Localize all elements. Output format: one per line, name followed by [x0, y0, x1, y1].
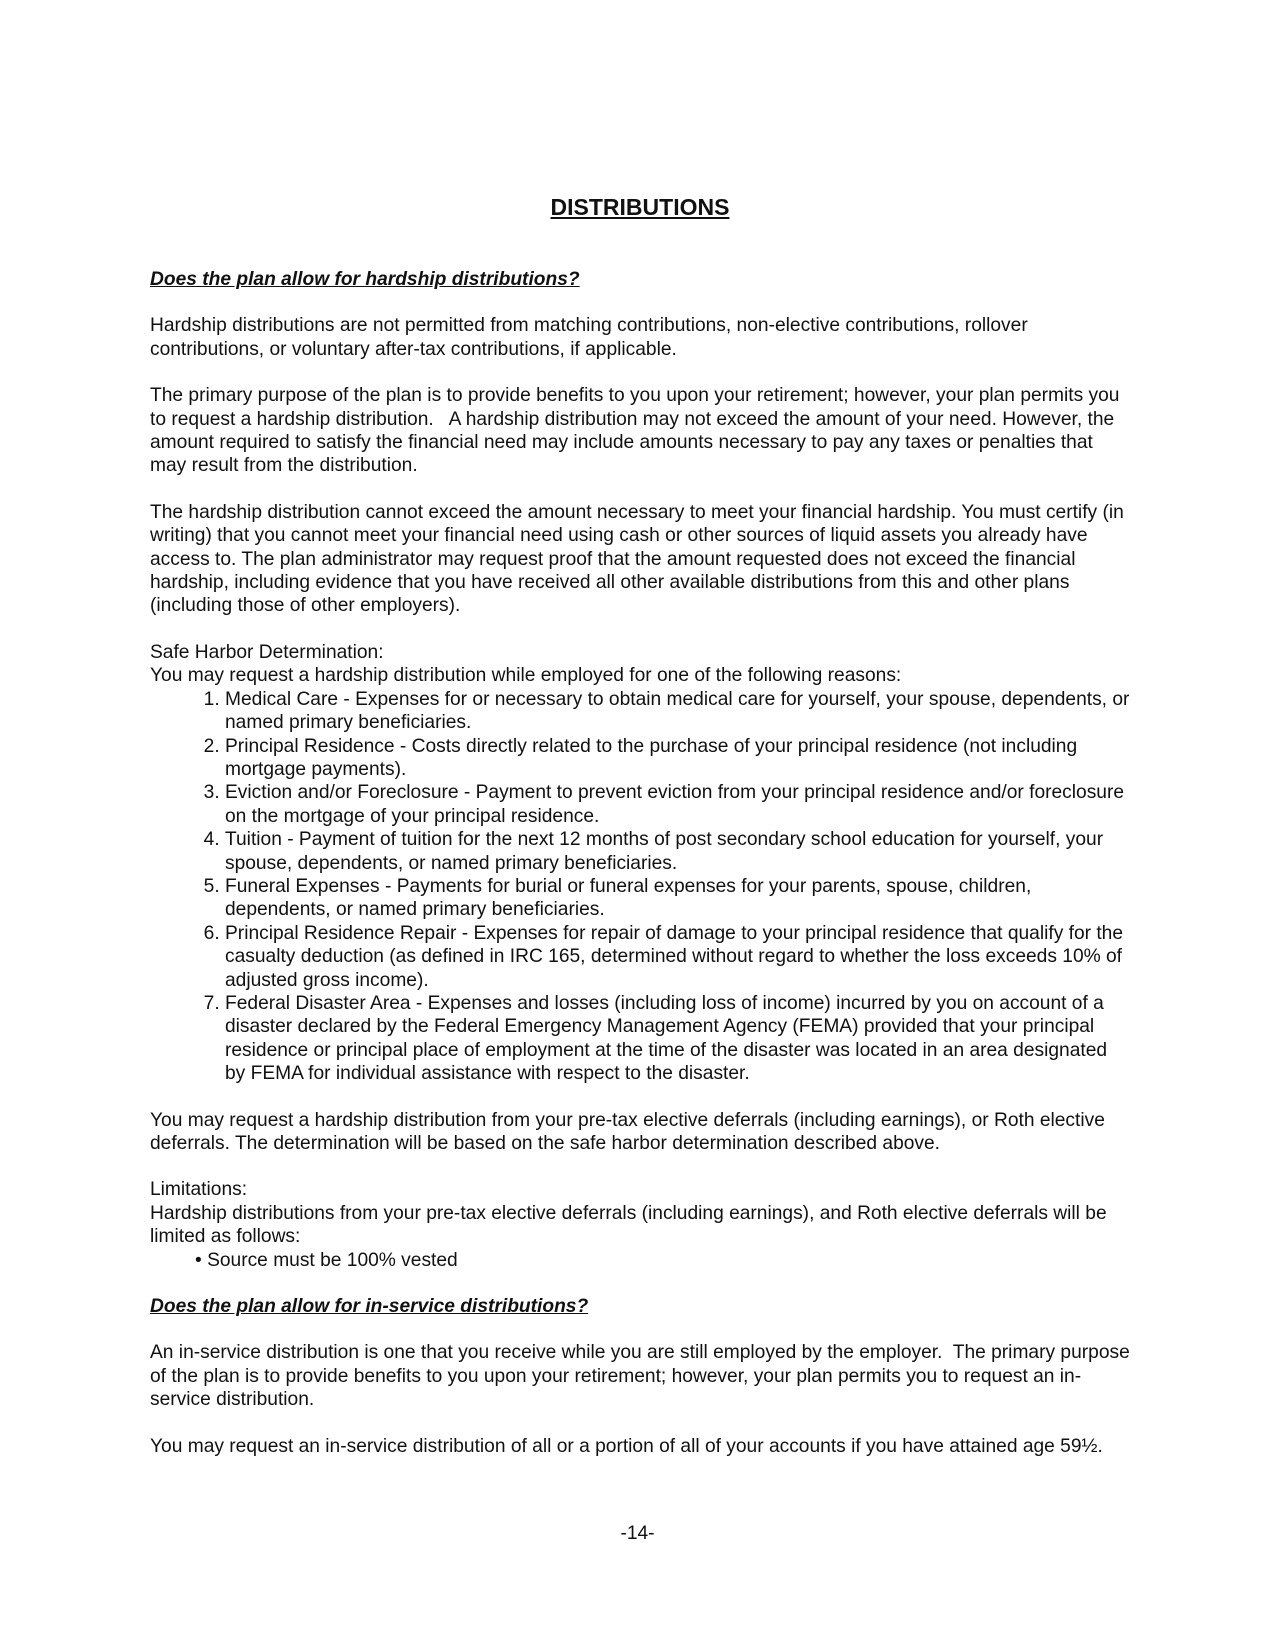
hardship-paragraph-4: You may request a hardship distribution from your pre-tax elective deferrals (including earnings), or Roth elective deferrals. The determination will be based on the safe harbor determination described above. [150, 1109, 1105, 1154]
list-item: 2. Principal Residence - Costs directly related to the purchase of your principal residence (not including mortgage payments). [225, 735, 1130, 782]
document-page [150, 192, 1136, 1481]
in-service-paragraph-1: An in-service distribution is one that you receive while you are still employed by the employer. The primary purpose of the plan is to provide benefits to you upon your retirement; however, your plan permits you to request an in-service distribution. [150, 1342, 1136, 1411]
limitations-list [150, 1249, 1130, 1272]
list-item: 4. Tuition - Payment of tuition for the next 12 months of post secondary school education for yourself, your spouse, dependents, or named primary beneficiaries. [225, 828, 1130, 875]
list-item: 5. Funeral Expenses - Payments for burial or funeral expenses for your parents, spouse, children, dependents, or named primary beneficiaries. [225, 875, 1130, 922]
in-service-paragraph-2: You may request an in-service distribution of all or a portion of all of your accounts if you have attained age 59½. [150, 1435, 1103, 1457]
list-item: 7. Federal Disaster Area - Expenses and losses (including loss of income) incurred by you on account of a disaster declared by the Federal Emergency Management Agency (FEMA) provided that your principal residence or principal place of employment at the time of the disaster was located in an area designated by FEMA for individual assistance with respect to the disaster. [225, 992, 1130, 1086]
limitations-label: Limitations: [150, 1179, 248, 1201]
in-service-question-heading: Does the plan allow for in-service distributions? [150, 1296, 589, 1318]
list-item: 1. Medical Care - Expenses for or necessary to obtain medical care for yourself, your spouse, dependents, or named primary beneficiaries. [225, 688, 1130, 735]
limitations-text: Hardship distributions from your pre-tax elective deferrals (including earnings), and Roth elective deferrals will be limited as follows: [150, 1202, 1107, 1248]
hardship-paragraph-1: Hardship distributions are not permitted from matching contributions, non-elective contributions, rollover contributions, or voluntary after-tax contributions, if applicable. [150, 315, 1028, 360]
hardship-paragraph-2: The primary purpose of the plan is to provide benefits to you upon your retirement; however, your plan permits you to request a hardship distribution. A hardship distribution may not exceed the amount of your need. However, the amount required to satisfy the financial need may include amounts necessary to pay any taxes or penalties that may result from the distribution. [150, 385, 1125, 477]
list-item: 3. Eviction and/or Foreclosure - Payment to prevent eviction from your principal residence and/or foreclosure on the mortgage of your principal residence. [225, 781, 1130, 828]
safe-harbor-intro: You may request a hardship distribution while employed for one of the following reasons: [150, 665, 902, 687]
safe-harbor-label: Safe Harbor Determination: [150, 641, 384, 663]
page-title: DISTRIBUTIONS [550, 194, 730, 220]
list-item: 6. Principal Residence Repair - Expenses for repair of damage to your principal residence that qualify for the casualty deduction (as defined in IRC 165, determined without regard to whether the loss exceeds 10% of adjusted gross income). [225, 922, 1130, 992]
hardship-question-heading: Does the plan allow for hardship distributions? [150, 269, 580, 290]
page-number: -14- [620, 1523, 655, 1544]
hardship-reasons-list [150, 688, 1130, 1086]
list-item: • Source must be 100% vested [195, 1249, 1130, 1272]
hardship-paragraph-3: The hardship distribution cannot exceed the amount necessary to meet your financial hardship. You must certify (in writing) that you cannot meet your financial need using cash or other sources of liquid assets you already have access to. The plan administrator may request proof that the amount requested does not exceed the financial hardship, including evidence that you have received all other available distributions from this and other plans (including those of other employers). [150, 501, 1124, 617]
